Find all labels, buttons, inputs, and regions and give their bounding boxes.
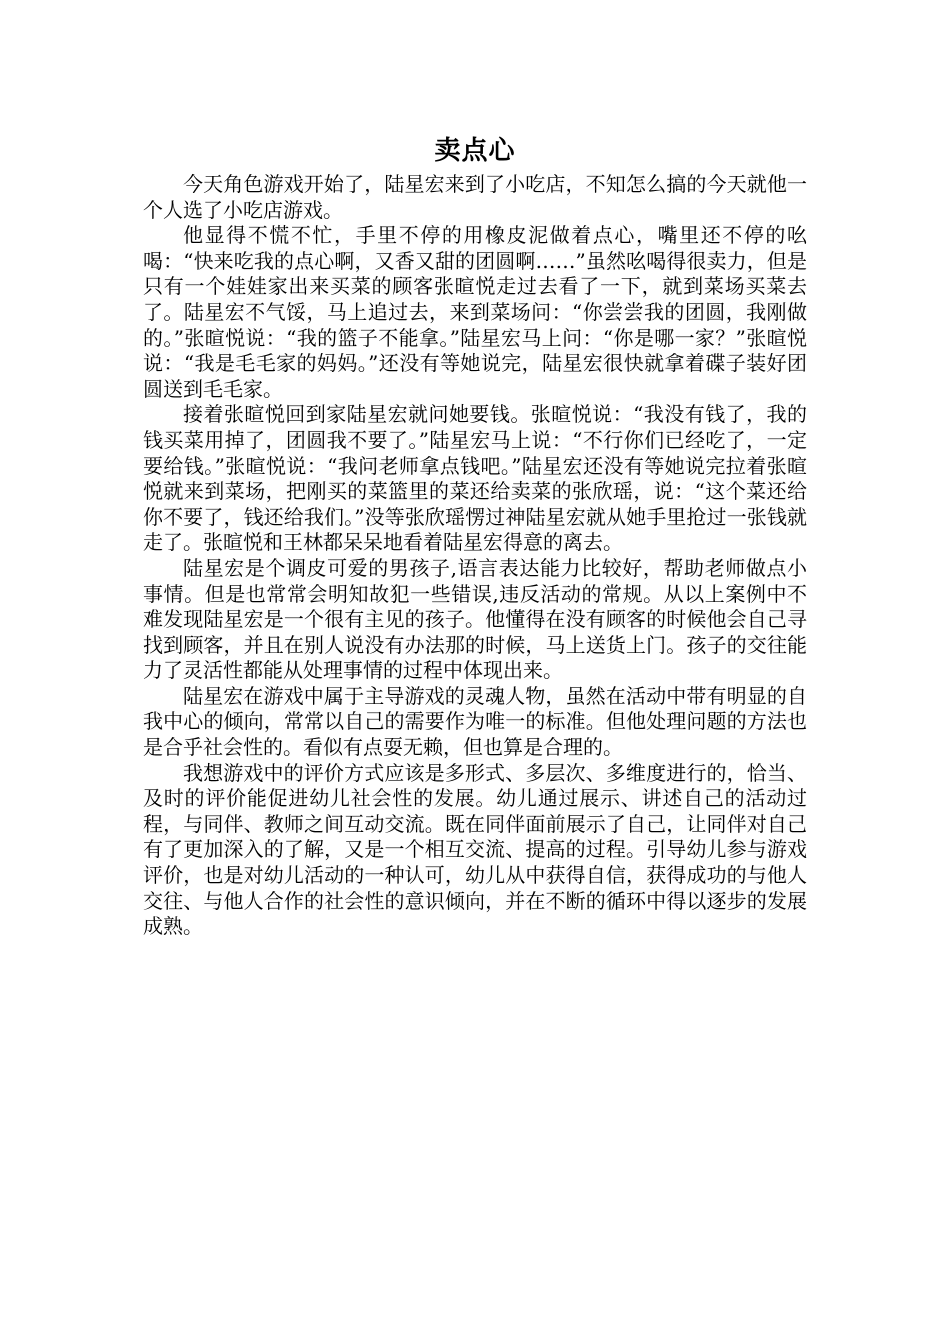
document-title: 卖点心: [434, 136, 516, 166]
document-body: [143, 132, 807, 940]
paragraph-3: 接着张暄悦回到家陆星宏就问她要钱。张暄悦说：“我没有钱了，我的钱买菜用掉了，团圆我不要了。”陆星宏马上说：“不行你们已经吃了，一定要给钱。”张暄悦说：“我问老师拿点钱吧。”陆星宏还没有等她说完拉着张暄悦就来到菜场，把刚买的菜篮里的菜还给卖菜的张欣瑶，说：“这个菜还给你不要了，钱还给我们。”没等张欣瑶愣过神陆星宏就从她手里抢过一张钱就走了。张暄悦和王林都呆呆地看着陆星宏得意的离去。: [143, 402, 807, 555]
paragraph-5: 陆星宏在游戏中属于主导游戏的灵魂人物，虽然在活动中带有明显的自我中心的倾向，常常以自己的需要作为唯一的标准。但他处理问题的方法也是合乎社会性的。看似有点耍无赖，但也算是合理的。: [143, 683, 807, 760]
paragraph-2: 他显得不慌不忙，手里不停的用橡皮泥做着点心，嘴里还不停的吆喝：“快来吃我的点心啊，又香又甜的团圆啊……”虽然吆喝得很卖力，但是只有一个娃娃家出来买菜的顾客张暄悦走过去看了一下，就到菜场买菜去了。陆星宏不气馁，马上追过去，来到菜场问：“你尝尝我的团圆，我刚做的。”张暄悦说：“我的篮子不能拿。”陆星宏马上问：“你是哪一家？”张暄悦说：“我是毛毛家的妈妈。”还没有等她说完，陆星宏很快就拿着碟子装好团圆送到毛毛家。: [143, 223, 807, 401]
paragraph-4: 陆星宏是个调皮可爱的男孩子,语言表达能力比较好，帮助老师做点小事情。但是也常常会明知故犯一些错误,违反活动的常规。从以上案例中不难发现陆星宏是一个很有主见的孩子。他懂得在没有顾客的时候他会自己寻找到顾客，并且在别人说没有办法那的时候，马上送货上门。孩子的交往能力了灵活性都能从处理事情的过程中体现出来。: [143, 555, 807, 683]
paragraph-1: 今天角色游戏开始了，陆星宏来到了小吃店，不知怎么搞的今天就他一个人选了小吃店游戏。: [143, 172, 807, 222]
paragraph-6: 我想游戏中的评价方式应该是多形式、多层次、多维度进行的，恰当、及时的评价能促进幼儿社会性的发展。幼儿通过展示、讲述自己的活动过程，与同伴、教师之间互动交流。既在同伴面前展示了自己，让同伴对自己有了更加深入的了解，又是一个相互交流、提高的过程。引导幼儿参与游戏评价，也是对幼儿活动的一种认可，幼儿从中获得自信，获得成功的与他人交往、与他人合作的社会性的意识倾向，并在不断的循环中得以逐步的发展成熟。: [143, 760, 807, 939]
